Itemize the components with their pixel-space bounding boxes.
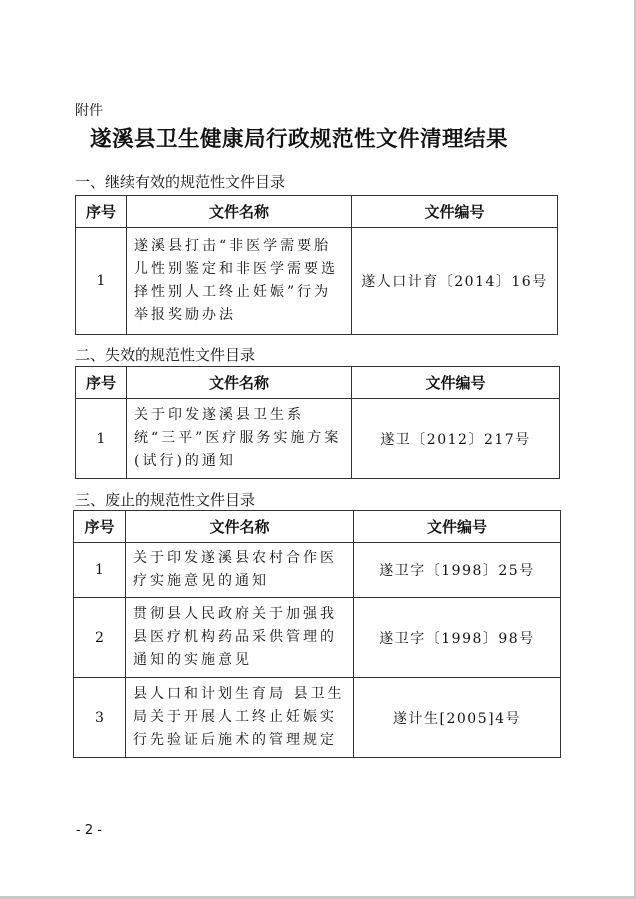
table-row [76,228,558,335]
column-header-index: 序号 [76,196,127,228]
row-index: 1 [76,228,127,335]
attachment-label: 附件 [75,103,103,119]
page-number: - 2 - [76,823,102,838]
row-document-code: 遂计生[2005]4号 [354,678,561,758]
row-index: 1 [74,543,126,598]
row-document-code: 遂人口计育〔2014〕16号 [352,228,558,335]
table-expired-documents [75,366,560,479]
table-header-row [76,367,560,399]
section-heading-repealed: 三、废止的规范性文件目录 [75,491,256,509]
table-repealed-documents [73,510,561,758]
column-header-code: 文件编号 [354,511,561,543]
section-heading-expired: 二、失效的规范性文件目录 [75,346,256,364]
section-heading-valid: 一、继续有效的规范性文件目录 [75,173,286,191]
column-header-index: 序号 [76,367,127,399]
row-document-code: 遂卫字〔1998〕98号 [354,598,561,678]
table-header-row [74,511,561,543]
row-index: 1 [76,399,127,479]
table-row [74,598,561,678]
row-document-name: 县人口和计划生育局 县卫生局关于开展人工终止妊娠实行先验证后施术的管理规定 [126,678,354,758]
row-document-name: 贯彻县人民政府关于加强我县医疗机构药品采供管理的通知的实施意见 [126,598,354,678]
row-index: 3 [74,678,126,758]
row-document-code: 遂卫字〔1998〕25号 [354,543,561,598]
table-row [74,678,561,758]
table-row [74,543,561,598]
column-header-code: 文件编号 [352,367,560,399]
column-header-name: 文件名称 [127,196,352,228]
table-row [76,399,560,479]
column-header-name: 文件名称 [126,511,354,543]
column-header-code: 文件编号 [352,196,558,228]
row-index: 2 [74,598,126,678]
row-document-code: 遂卫〔2012〕217号 [352,399,560,479]
table-valid-documents [75,195,558,335]
row-document-name: 遂溪县打击“非医学需要胎儿性别鉴定和非医学需要选择性别人工终止妊娠”行为举报奖励办法 [127,228,352,335]
table-header-row [76,196,558,228]
column-header-name: 文件名称 [127,367,352,399]
row-document-name: 关于印发遂溪县农村合作医疗实施意见的通知 [126,543,354,598]
row-document-name: 关于印发遂溪县卫生系统“三平”医疗服务实施方案(试行)的通知 [127,399,352,479]
column-header-index: 序号 [74,511,126,543]
document-title: 遂溪县卫生健康局行政规范性文件清理结果 [90,127,509,152]
